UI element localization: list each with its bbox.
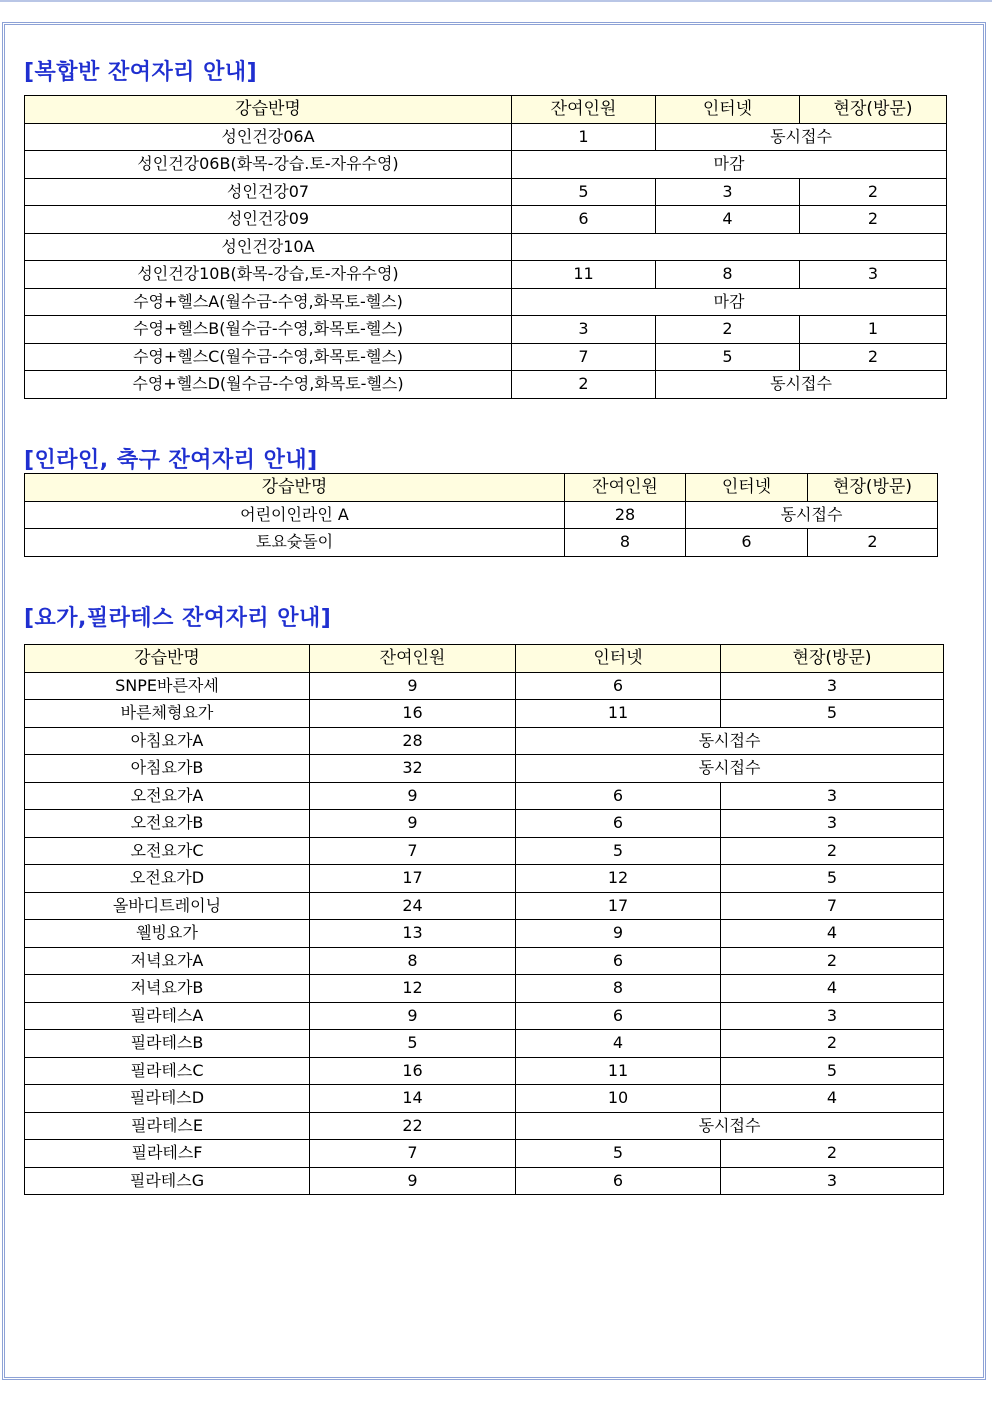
table-row [25, 892, 944, 920]
visit-cell: 2 [721, 1030, 944, 1058]
class-name-cell: 필라테스E [25, 1112, 310, 1140]
remaining-cell: 9 [310, 782, 516, 810]
table-row [25, 1085, 944, 1113]
table-row [25, 837, 944, 865]
class-name-cell: 수영+헬스D(월수금-수영,화목토-헬스) [25, 371, 512, 399]
class-name-cell: 아침요가B [25, 755, 310, 783]
visit-cell: 5 [721, 700, 944, 728]
section1-table [24, 95, 947, 399]
table-row [25, 975, 944, 1003]
internet-cell: 6 [686, 529, 808, 557]
class-name-cell: 오전요가A [25, 782, 310, 810]
visit-cell: 2 [800, 178, 947, 206]
table-row [25, 810, 944, 838]
remaining-cell: 9 [310, 672, 516, 700]
internet-cell: 6 [516, 1002, 721, 1030]
header-visit: 현장(방문) [808, 474, 938, 502]
class-name-cell: 성인건강10A [25, 233, 512, 261]
remaining-cell: 17 [310, 865, 516, 893]
remaining-cell: 9 [310, 810, 516, 838]
section1-heading: [복합반 잔여자리 안내] [24, 60, 258, 85]
header-internet: 인터넷 [516, 645, 721, 673]
internet-cell: 17 [516, 892, 721, 920]
internet-cell: 5 [516, 1140, 721, 1168]
table-row [25, 151, 947, 179]
visit-cell: 1 [800, 316, 947, 344]
table-row [25, 316, 947, 344]
internet-cell: 4 [516, 1030, 721, 1058]
header-internet: 인터넷 [656, 96, 800, 124]
internet-cell: 5 [656, 343, 800, 371]
visit-cell: 4 [721, 920, 944, 948]
table-row [25, 1140, 944, 1168]
remaining-cell: 1 [512, 123, 656, 151]
class-name-cell: 성인건강07 [25, 178, 512, 206]
class-name-cell: 필라테스B [25, 1030, 310, 1058]
visit-cell: 3 [800, 261, 947, 289]
closed-status-cell: 마감 [512, 151, 947, 179]
header-remaining: 잔여인원 [565, 474, 686, 502]
class-name-cell: 수영+헬스A(월수금-수영,화목토-헬스) [25, 288, 512, 316]
table-row [25, 755, 944, 783]
table-row [25, 865, 944, 893]
internet-cell: 6 [516, 782, 721, 810]
remaining-cell: 12 [310, 975, 516, 1003]
simultaneous-status-cell: 동시접수 [516, 1112, 944, 1140]
visit-cell: 3 [721, 1167, 944, 1195]
table-row [25, 529, 938, 557]
remaining-cell: 5 [310, 1030, 516, 1058]
class-name-cell: 토요슛돌이 [25, 529, 565, 557]
table-row [25, 1112, 944, 1140]
class-name-cell: 성인건강09 [25, 206, 512, 234]
visit-cell: 3 [721, 782, 944, 810]
internet-cell: 4 [656, 206, 800, 234]
table-header-row [25, 645, 944, 673]
remaining-cell: 5 [512, 178, 656, 206]
table-row [25, 123, 947, 151]
remaining-cell: 28 [310, 727, 516, 755]
visit-cell: 7 [721, 892, 944, 920]
internet-cell: 6 [516, 947, 721, 975]
internet-cell: 11 [516, 1057, 721, 1085]
internet-cell: 3 [656, 178, 800, 206]
internet-cell: 12 [516, 865, 721, 893]
visit-cell: 3 [721, 1002, 944, 1030]
class-name-cell: 수영+헬스C(월수금-수영,화목토-헬스) [25, 343, 512, 371]
table-row [25, 288, 947, 316]
visit-cell: 2 [721, 947, 944, 975]
table-row [25, 233, 947, 261]
section2-heading: [인라인, 축구 잔여자리 안내] [24, 448, 318, 473]
section2-table [24, 473, 938, 557]
class-name-cell: 수영+헬스B(월수금-수영,화목토-헬스) [25, 316, 512, 344]
visit-cell: 2 [721, 837, 944, 865]
remaining-cell: 8 [310, 947, 516, 975]
table-row [25, 1167, 944, 1195]
simultaneous-status-cell: 동시접수 [656, 371, 947, 399]
internet-cell: 6 [516, 672, 721, 700]
table-row [25, 178, 947, 206]
class-name-cell: 웰빙요가 [25, 920, 310, 948]
remaining-cell: 11 [512, 261, 656, 289]
internet-cell: 6 [516, 810, 721, 838]
remaining-cell: 9 [310, 1002, 516, 1030]
visit-cell: 5 [721, 1057, 944, 1085]
internet-cell: 9 [516, 920, 721, 948]
remaining-cell: 2 [512, 371, 656, 399]
table-row [25, 727, 944, 755]
class-name-cell: 오전요가C [25, 837, 310, 865]
remaining-cell: 8 [565, 529, 686, 557]
empty-cell [512, 233, 947, 261]
header-visit: 현장(방문) [721, 645, 944, 673]
remaining-cell: 32 [310, 755, 516, 783]
class-name-cell: 올바디트레이닝 [25, 892, 310, 920]
remaining-cell: 13 [310, 920, 516, 948]
class-name-cell: 어린이인라인 A [25, 501, 565, 529]
visit-cell: 2 [808, 529, 938, 557]
simultaneous-status-cell: 동시접수 [516, 727, 944, 755]
class-name-cell: 오전요가B [25, 810, 310, 838]
class-name-cell: 성인건강06A [25, 123, 512, 151]
table-header-row [25, 474, 938, 502]
table-header-row [25, 96, 947, 124]
simultaneous-status-cell: 동시접수 [686, 501, 938, 529]
class-name-cell: 성인건강06B(화목-강습.토-자유수영) [25, 151, 512, 179]
visit-cell: 4 [721, 1085, 944, 1113]
header-internet: 인터넷 [686, 474, 808, 502]
internet-cell: 6 [516, 1167, 721, 1195]
internet-cell: 5 [516, 837, 721, 865]
visit-cell: 2 [800, 206, 947, 234]
header-remaining: 잔여인원 [512, 96, 656, 124]
remaining-cell: 16 [310, 700, 516, 728]
visit-cell: 3 [721, 810, 944, 838]
closed-status-cell: 마감 [512, 288, 947, 316]
simultaneous-status-cell: 동시접수 [516, 755, 944, 783]
table-row [25, 700, 944, 728]
remaining-cell: 7 [310, 1140, 516, 1168]
remaining-cell: 24 [310, 892, 516, 920]
table-row [25, 1057, 944, 1085]
remaining-cell: 3 [512, 316, 656, 344]
table-row [25, 947, 944, 975]
remaining-cell: 28 [565, 501, 686, 529]
simultaneous-status-cell: 동시접수 [656, 123, 947, 151]
class-name-cell: 필라테스C [25, 1057, 310, 1085]
header-class-name: 강습반명 [25, 96, 512, 124]
internet-cell: 8 [656, 261, 800, 289]
class-name-cell: 필라테스F [25, 1140, 310, 1168]
table-row [25, 1002, 944, 1030]
remaining-cell: 14 [310, 1085, 516, 1113]
table-row [25, 672, 944, 700]
header-remaining: 잔여인원 [310, 645, 516, 673]
class-name-cell: 필라테스A [25, 1002, 310, 1030]
table-row [25, 1030, 944, 1058]
class-name-cell: 성인건강10B(화목-강습,토-자유수영) [25, 261, 512, 289]
table-row [25, 920, 944, 948]
table-row [25, 261, 947, 289]
visit-cell: 2 [800, 343, 947, 371]
table-row [25, 782, 944, 810]
class-name-cell: 저녁요가B [25, 975, 310, 1003]
class-name-cell: 아침요가A [25, 727, 310, 755]
header-visit: 현장(방문) [800, 96, 947, 124]
table-row [25, 343, 947, 371]
class-name-cell: 필라테스G [25, 1167, 310, 1195]
table-row [25, 206, 947, 234]
remaining-cell: 6 [512, 206, 656, 234]
table-row [25, 371, 947, 399]
class-name-cell: 바른체형요가 [25, 700, 310, 728]
internet-cell: 10 [516, 1085, 721, 1113]
header-class-name: 강습반명 [25, 645, 310, 673]
section3-table [24, 644, 944, 1195]
internet-cell: 2 [656, 316, 800, 344]
remaining-cell: 16 [310, 1057, 516, 1085]
visit-cell: 3 [721, 672, 944, 700]
visit-cell: 4 [721, 975, 944, 1003]
class-name-cell: 오전요가D [25, 865, 310, 893]
header-class-name: 강습반명 [25, 474, 565, 502]
visit-cell: 2 [721, 1140, 944, 1168]
remaining-cell: 22 [310, 1112, 516, 1140]
internet-cell: 8 [516, 975, 721, 1003]
table-row [25, 501, 938, 529]
internet-cell: 11 [516, 700, 721, 728]
section3-heading: [요가,필라테스 잔여자리 안내] [24, 606, 332, 631]
class-name-cell: 필라테스D [25, 1085, 310, 1113]
class-name-cell: SNPE바른자세 [25, 672, 310, 700]
remaining-cell: 7 [512, 343, 656, 371]
visit-cell: 5 [721, 865, 944, 893]
remaining-cell: 9 [310, 1167, 516, 1195]
class-name-cell: 저녁요가A [25, 947, 310, 975]
page-top-rule [0, 0, 992, 2]
remaining-cell: 7 [310, 837, 516, 865]
